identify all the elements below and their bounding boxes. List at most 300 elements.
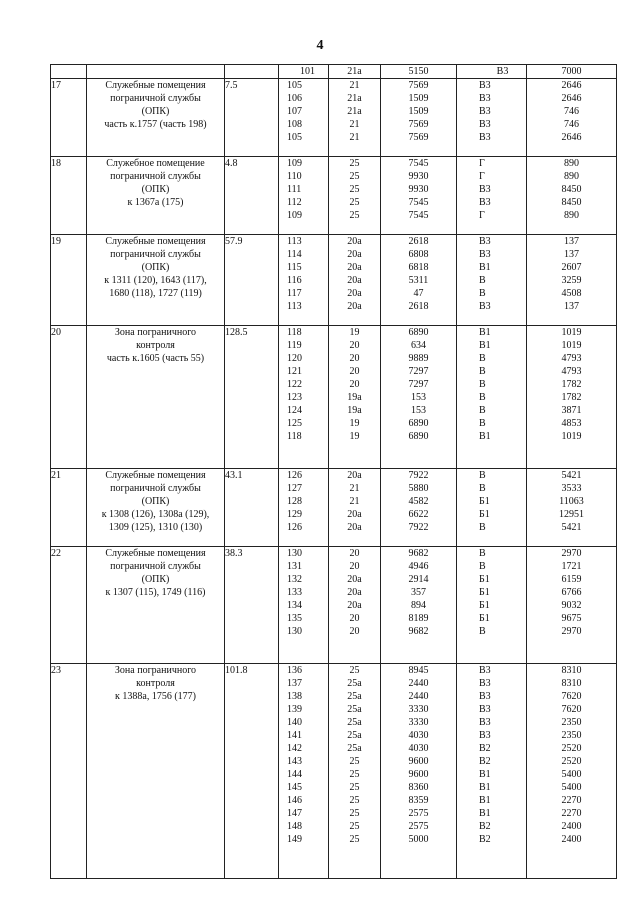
distance-cell: 357 — [411, 587, 426, 598]
point-cell: 146 — [287, 795, 302, 806]
sheet-cell: 25 — [349, 821, 360, 832]
sheets-column — [329, 664, 381, 879]
distance-cell: 2440 — [408, 678, 429, 689]
azimuth-cell: В1 — [479, 808, 491, 819]
azimuths-column — [457, 326, 527, 469]
azimuth-cell: В3 — [479, 93, 491, 104]
value-cell: 8450 — [561, 184, 582, 195]
object-row — [51, 157, 617, 235]
point-cell: 113 — [287, 236, 302, 247]
value-cell: 5400 — [561, 769, 582, 780]
value-cell: 1782 — [561, 392, 582, 403]
value-cell: 2350 — [561, 717, 582, 728]
value-cell: 2646 — [561, 132, 582, 143]
sheet-cell: 25 — [349, 808, 360, 819]
sheet-cell: 25а — [347, 717, 362, 728]
sheet-cell: 20а — [347, 509, 362, 520]
points-column — [279, 664, 329, 879]
azimuth-cell: В3 — [479, 249, 491, 260]
distance-cell: 5311 — [408, 275, 429, 286]
azimuth-cell: Б1 — [479, 587, 490, 598]
sheet-cell: 20а — [347, 262, 362, 273]
point-cell: 147 — [287, 808, 302, 819]
azimuth-cell: В3 — [479, 730, 491, 741]
azimuths-column — [457, 235, 527, 326]
point-cell: 109 — [287, 158, 302, 169]
azimuth-cell: В — [479, 548, 486, 559]
value-cell: 4508 — [561, 288, 582, 299]
distances-column — [381, 469, 457, 547]
value-cell: 2970 — [561, 626, 582, 637]
sheet-cell: 21 — [349, 132, 360, 143]
value-cell: 746 — [564, 119, 579, 130]
point-cell: 134 — [287, 600, 302, 611]
value-cell: 1019 — [561, 431, 582, 442]
sheet-cell: 20 — [349, 379, 360, 390]
value-cell: 4793 — [561, 366, 582, 377]
azimuth-cell: В3 — [479, 106, 491, 117]
sheet-cell: 21 — [349, 80, 360, 91]
value-cell: 1019 — [561, 340, 582, 351]
value-cell: 2270 — [561, 795, 582, 806]
sheet-cell: 21 — [349, 496, 360, 507]
sheet-cell: 25а — [347, 730, 362, 741]
sheets-column — [329, 326, 381, 469]
point-cell: 130 — [287, 626, 302, 637]
distance-cell: 3330 — [408, 717, 429, 728]
point-cell: 107 — [287, 106, 302, 117]
object-row — [51, 235, 617, 326]
value-cell: 2270 — [561, 808, 582, 819]
distance-cell: 7569 — [408, 119, 429, 130]
azimuths-column — [457, 547, 527, 664]
azimuth-cell: В — [479, 561, 486, 572]
point-cell: 142 — [287, 743, 302, 754]
value-cell: 7620 — [561, 691, 582, 702]
distance-cell: 153 — [411, 392, 426, 403]
values-column — [527, 79, 617, 157]
distance-cell: 6818 — [408, 262, 429, 273]
point-cell: 118 — [287, 431, 302, 442]
azimuth-cell: В3 — [479, 132, 491, 143]
value-cell: 4793 — [561, 353, 582, 364]
distance-cell: 7545 — [408, 210, 429, 221]
value-cell: 4853 — [561, 418, 582, 429]
value-cell: 137 — [564, 301, 579, 312]
page-number: 4 — [316, 38, 324, 53]
sheet-cell: 20а — [347, 301, 362, 312]
object-area: 38.3 — [225, 547, 279, 664]
object-area: 4.8 — [225, 157, 279, 235]
sheet-cell: 21 — [349, 119, 360, 130]
azimuth-cell: В1 — [479, 340, 491, 351]
azimuth-cell: В3 — [479, 80, 491, 91]
object-area: 101.8 — [225, 664, 279, 879]
distance-cell: 9930 — [408, 171, 429, 182]
distance-cell: 6890 — [408, 431, 429, 442]
azimuth-cell: В — [479, 470, 486, 481]
value-cell: 2400 — [561, 834, 582, 845]
sheet-cell: 21а — [347, 93, 362, 104]
point-cell: 120 — [287, 353, 302, 364]
azimuth-cell: В2 — [479, 743, 491, 754]
azimuth-cell: Б1 — [479, 574, 490, 585]
point-cell: 124 — [287, 405, 302, 416]
azimuth-cell: В — [479, 405, 486, 416]
azimuth-cell: В3 — [479, 704, 491, 715]
point-cell: 114 — [287, 249, 302, 260]
point-cell: 145 — [287, 782, 302, 793]
sheet-cell: 20 — [349, 366, 360, 377]
distance-cell: 7297 — [408, 379, 429, 390]
distance-cell: 2914 — [408, 574, 429, 585]
sheet-cell: 20а — [347, 587, 362, 598]
azimuth-cell: В3 — [479, 691, 491, 702]
distance-cell: 6890 — [408, 418, 429, 429]
sheet-cell: 25 — [349, 184, 360, 195]
value-cell: 1721 — [561, 561, 582, 572]
object-row — [51, 664, 617, 879]
azimuth-cell: В1 — [479, 795, 491, 806]
value-cell: 746 — [564, 106, 579, 117]
distance-cell: 7297 — [408, 366, 429, 377]
value-cell: 7620 — [561, 704, 582, 715]
sheet-cell: 20а — [347, 275, 362, 286]
point-cell: 113 — [287, 301, 302, 312]
value-cell: 12951 — [559, 509, 584, 520]
point-cell: 116 — [287, 275, 302, 286]
values-column — [527, 469, 617, 547]
distance-cell: 6808 — [408, 249, 429, 260]
distance-cell: 2618 — [408, 236, 429, 247]
point-cell: 137 — [287, 678, 302, 689]
point-cell: 126 — [287, 470, 302, 481]
distance-cell: 7545 — [408, 197, 429, 208]
point-cell: 108 — [287, 119, 302, 130]
azimuth-cell: Г — [479, 171, 485, 182]
sheet-cell: 25 — [349, 782, 360, 793]
value-cell: 890 — [564, 171, 579, 182]
object-area: 57.9 — [225, 235, 279, 326]
value-cell: 8450 — [561, 197, 582, 208]
azimuths-column — [457, 157, 527, 235]
sheet-cell: 25а — [347, 678, 362, 689]
azimuth-cell: В3 — [479, 184, 491, 195]
point-cell: 138 — [287, 691, 302, 702]
sheet-cell: 25а — [347, 691, 362, 702]
azimuth-cell: Г — [479, 158, 485, 169]
azimuths-column — [457, 469, 527, 547]
distance-cell: 5000 — [408, 834, 429, 845]
azimuth-cell: В2 — [479, 821, 491, 832]
object-area: 128.5 — [225, 326, 279, 469]
object-name: Зона пограничного контроля к 1388а, 1756 (177) — [87, 664, 225, 879]
values-column — [527, 326, 617, 469]
sheet-cell: 20а — [347, 600, 362, 611]
azimuth-cell: В — [479, 418, 486, 429]
sheets-column — [329, 157, 381, 235]
sheet-cell: 19 — [349, 327, 360, 338]
row-number: 21 — [51, 469, 87, 547]
value-cell: 9675 — [561, 613, 582, 624]
value-cell: 137 — [564, 249, 579, 260]
distances-column — [381, 235, 457, 326]
point-cell: 128 — [287, 496, 302, 507]
point-cell: 144 — [287, 769, 302, 780]
azimuth-cell: В — [479, 275, 486, 286]
points-column — [279, 79, 329, 157]
distance-cell: 9682 — [408, 626, 429, 637]
azimuth-cell: В1 — [479, 262, 491, 273]
distance-cell: 7569 — [408, 132, 429, 143]
distance-cell: 7545 — [408, 158, 429, 169]
row-number: 18 — [51, 157, 87, 235]
object-name: Служебное помещение пограничной службы (ОПК) к 1367а (175) — [87, 157, 225, 235]
point-cell: 112 — [287, 197, 302, 208]
sheet-cell: 19 — [349, 418, 360, 429]
point-cell: 131 — [287, 561, 302, 572]
distances-column — [381, 157, 457, 235]
sheet-cell: 25 — [349, 197, 360, 208]
points-column — [279, 157, 329, 235]
sheet-cell: 20 — [349, 613, 360, 624]
point-cell: 133 — [287, 587, 302, 598]
value-cell: 8310 — [561, 665, 582, 676]
coordinates-table — [50, 64, 617, 879]
value-cell: 2646 — [561, 80, 582, 91]
sheet-cell: 25а — [347, 743, 362, 754]
distance-cell: 6622 — [408, 509, 429, 520]
value-cell: 9032 — [561, 600, 582, 611]
azimuth-cell: В3 — [496, 66, 509, 77]
value-cell: 11063 — [559, 496, 584, 507]
object-area: 7.5 — [225, 79, 279, 157]
sheets-column — [329, 547, 381, 664]
object-row — [51, 326, 617, 469]
distance-cell: 1509 — [408, 106, 429, 117]
row-number: 19 — [51, 235, 87, 326]
value-cell: 3259 — [561, 275, 582, 286]
value-cell: 2400 — [561, 821, 582, 832]
azimuth-cell: В3 — [479, 119, 491, 130]
point-cell: 105 — [287, 132, 302, 143]
distance-cell: 4946 — [408, 561, 429, 572]
row-number: 20 — [51, 326, 87, 469]
distance-cell: 9600 — [408, 756, 429, 767]
value-cell: 5421 — [561, 522, 582, 533]
value-cell: 7000 — [561, 66, 582, 77]
sheet-cell: 20а — [347, 522, 362, 533]
azimuth-cell: В — [479, 366, 486, 377]
sheets-column — [329, 79, 381, 157]
value-cell: 3871 — [561, 405, 582, 416]
azimuth-cell: В1 — [479, 431, 491, 442]
points-column — [279, 547, 329, 664]
point-cell: 130 — [287, 548, 302, 559]
point-cell: 118 — [287, 327, 302, 338]
point-cell: 115 — [287, 262, 302, 273]
sheet-cell: 19а — [347, 392, 362, 403]
azimuth-cell: В3 — [479, 197, 491, 208]
value-cell: 2350 — [561, 730, 582, 741]
distance-cell: 6890 — [408, 327, 429, 338]
distance-cell: 8189 — [408, 613, 429, 624]
sheet-cell: 20а — [347, 574, 362, 585]
sheet-cell: 25 — [349, 795, 360, 806]
object-row — [51, 79, 617, 157]
points-column — [279, 469, 329, 547]
distance-cell: 5880 — [408, 483, 429, 494]
azimuth-cell: В — [479, 483, 486, 494]
azimuth-cell: Б1 — [479, 496, 490, 507]
point-cell: 132 — [287, 574, 302, 585]
object-name: Служебные помещения пограничной службы (ОПК) часть к.1757 (часть 198) — [87, 79, 225, 157]
sheet-cell: 19а — [347, 405, 362, 416]
sheet-cell: 20а — [347, 470, 362, 481]
value-cell: 6766 — [561, 587, 582, 598]
row-number: 22 — [51, 547, 87, 664]
row-number: 17 — [51, 79, 87, 157]
azimuth-cell: В — [479, 353, 486, 364]
point-cell: 109 — [287, 210, 302, 221]
azimuth-cell: В — [479, 626, 486, 637]
sheet-cell: 21а — [347, 66, 362, 77]
distance-cell: 8360 — [408, 782, 429, 793]
value-cell: 6159 — [561, 574, 582, 585]
azimuth-cell: Б1 — [479, 509, 490, 520]
sheet-cell: 20 — [349, 561, 360, 572]
sheet-cell: 20а — [347, 288, 362, 299]
distance-cell: 8945 — [408, 665, 429, 676]
azimuth-cell: В1 — [479, 769, 491, 780]
azimuth-cell: В1 — [479, 782, 491, 793]
sheet-cell: 19 — [349, 431, 360, 442]
distance-cell: 9600 — [408, 769, 429, 780]
value-cell: 3533 — [561, 483, 582, 494]
sheet-cell: 25 — [349, 665, 360, 676]
object-row — [51, 469, 617, 547]
distance-cell: 1509 — [408, 93, 429, 104]
point-cell: 127 — [287, 483, 302, 494]
point-cell: 129 — [287, 509, 302, 520]
sheet-cell: 20 — [349, 353, 360, 364]
sheets-column — [329, 235, 381, 326]
point-cell: 126 — [287, 522, 302, 533]
value-cell: 2520 — [561, 756, 582, 767]
distance-cell: 2440 — [408, 691, 429, 702]
distance-cell: 7922 — [408, 522, 429, 533]
point-cell: 122 — [287, 379, 302, 390]
distance-cell: 3330 — [408, 704, 429, 715]
distance-cell: 2575 — [408, 821, 429, 832]
distance-cell: 894 — [411, 600, 426, 611]
point-cell: 141 — [287, 730, 302, 741]
point-cell: 136 — [287, 665, 302, 676]
value-cell: 1019 — [561, 327, 582, 338]
azimuth-cell: В — [479, 288, 486, 299]
point-cell: 119 — [287, 340, 302, 351]
distance-cell: 2575 — [408, 808, 429, 819]
point-cell: 149 — [287, 834, 302, 845]
azimuth-cell: В3 — [479, 678, 491, 689]
value-cell: 2607 — [561, 262, 582, 273]
sheet-cell: 25а — [347, 704, 362, 715]
values-column — [527, 547, 617, 664]
azimuth-cell: В3 — [479, 665, 491, 676]
azimuth-cell: В1 — [479, 327, 491, 338]
azimuth-cell: В — [479, 522, 486, 533]
sheet-cell: 21а — [347, 106, 362, 117]
distance-cell: 47 — [413, 288, 424, 299]
value-cell: 8310 — [561, 678, 582, 689]
point-cell: 123 — [287, 392, 302, 403]
distance-cell: 7922 — [408, 470, 429, 481]
sheet-cell: 25 — [349, 834, 360, 845]
object-name: Служебные помещения пограничной службы (ОПК) к 1311 (120), 1643 (117), 1680 (118), 1727 (119) — [87, 235, 225, 326]
point-cell: 110 — [287, 171, 302, 182]
point-cell: 121 — [287, 366, 302, 377]
distance-cell: 4030 — [408, 743, 429, 754]
values-column — [527, 157, 617, 235]
azimuths-column — [457, 664, 527, 879]
point-cell: 140 — [287, 717, 302, 728]
points-column — [279, 326, 329, 469]
values-column — [527, 664, 617, 879]
carry-over-row — [51, 65, 617, 79]
azimuth-cell: В — [479, 392, 486, 403]
distance-cell: 9889 — [408, 353, 429, 364]
object-name: Служебные помещения пограничной службы (ОПК) к 1307 (115), 1749 (116) — [87, 547, 225, 664]
point-cell: 148 — [287, 821, 302, 832]
object-name: Зона пограничного контроля часть к.1605 (часть 55) — [87, 326, 225, 469]
azimuth-cell: Б1 — [479, 600, 490, 611]
distance-cell: 4582 — [408, 496, 429, 507]
value-cell: 5400 — [561, 782, 582, 793]
sheets-column — [329, 469, 381, 547]
sheet-cell: 25 — [349, 171, 360, 182]
value-cell: 5421 — [561, 470, 582, 481]
azimuth-cell: В2 — [479, 834, 491, 845]
value-cell: 2520 — [561, 743, 582, 754]
distances-column — [381, 79, 457, 157]
azimuth-cell: В2 — [479, 756, 491, 767]
sheet-cell: 20 — [349, 340, 360, 351]
azimuth-cell: Б1 — [479, 613, 490, 624]
sheet-cell: 20 — [349, 626, 360, 637]
values-column — [527, 235, 617, 326]
value-cell: 2646 — [561, 93, 582, 104]
value-cell: 890 — [564, 158, 579, 169]
points-column — [279, 235, 329, 326]
object-name: Служебные помещения пограничной службы (ОПК) к 1308 (126), 1308а (129), 1309 (125), 1310 (130) — [87, 469, 225, 547]
point-cell: 105 — [287, 80, 302, 91]
distance-cell: 9682 — [408, 548, 429, 559]
azimuth-cell: В3 — [479, 301, 491, 312]
value-cell: 2970 — [561, 548, 582, 559]
sheet-cell: 25 — [349, 756, 360, 767]
distances-column — [381, 326, 457, 469]
distance-cell: 7569 — [408, 80, 429, 91]
sheet-cell: 25 — [349, 210, 360, 221]
point-cell: 117 — [287, 288, 302, 299]
sheet-cell: 20а — [347, 249, 362, 260]
azimuth-cell: В3 — [479, 236, 491, 247]
point-cell: 111 — [287, 184, 302, 195]
point-cell: 139 — [287, 704, 302, 715]
distances-column — [381, 547, 457, 664]
row-number: 23 — [51, 664, 87, 879]
distance-cell: 4030 — [408, 730, 429, 741]
